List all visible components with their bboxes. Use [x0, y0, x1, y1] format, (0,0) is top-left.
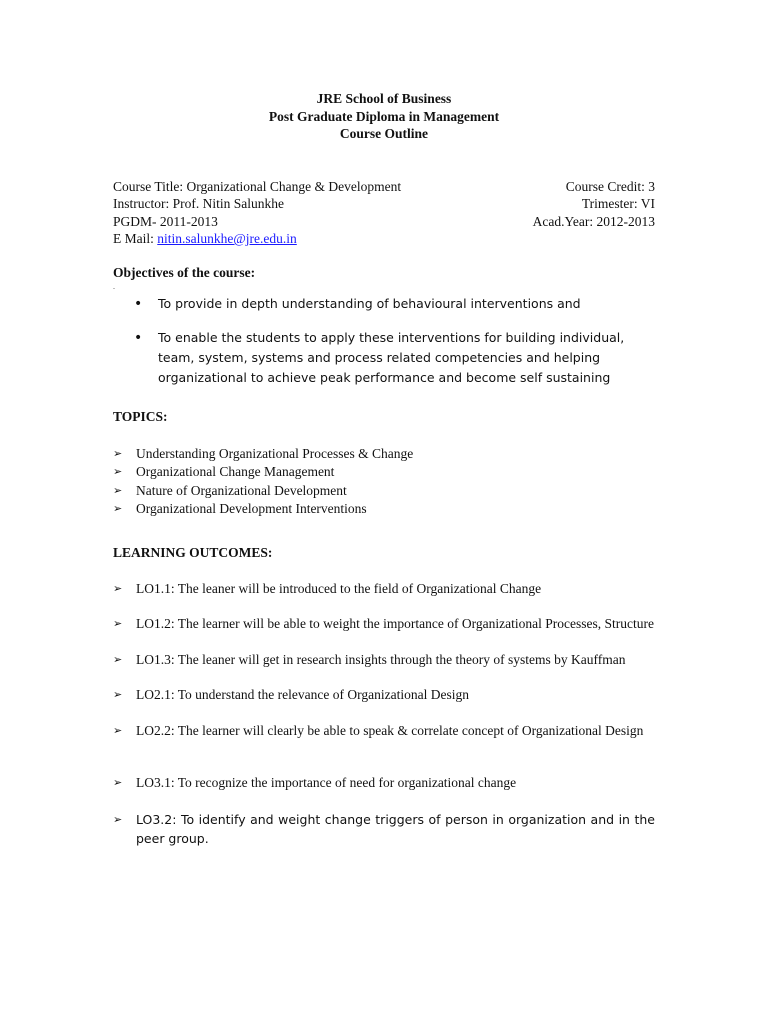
learning-outcome-text: LO1.1: The leaner will be introduced to the field of Organizational Change [136, 580, 542, 596]
learning-outcome-item [113, 615, 655, 633]
document-header [113, 90, 655, 143]
arrow-bullet-icon: ➢ [113, 812, 123, 826]
info-row-title [113, 178, 655, 196]
topic-text: Organizational Development Interventions [136, 501, 367, 516]
arrow-bullet-icon: ➢ [113, 581, 123, 595]
topic-item [113, 445, 655, 464]
learning-outcome-text: LO1.3: The leaner will get in research insights through the theory of systems by Kauffman [136, 651, 626, 667]
arrow-bullet-icon: ➢ [113, 776, 123, 789]
learning-outcome-item [113, 580, 655, 598]
learning-outcome-item [113, 651, 655, 669]
academic-year: Acad.Year: 2012-2013 [532, 213, 655, 229]
pgdm-batch: PGDM- 2011-2013 [113, 213, 218, 229]
bullet-icon: • [134, 295, 143, 312]
objectives-title: Objectives of the course: [113, 264, 256, 280]
learning-outcome-text: LO3.1: To recognize the importance of need for organizational change [136, 775, 517, 790]
learning-outcome-text: LO3.2: To identify and weight change triggers of person in organization and in the peer group. [136, 811, 655, 846]
topic-text: Organizational Change Management [136, 464, 335, 479]
objective-text: To provide in depth understanding of behavioural interventions and [158, 295, 581, 311]
topic-text: Nature of Organizational Development [136, 482, 347, 498]
learning-outcomes-title: LEARNING OUTCOMES: [113, 544, 273, 560]
info-row-email [113, 230, 655, 248]
learning-outcome-text: LO1.2: The learner will be able to weight the importance of Organizational Processes, Structure [136, 616, 654, 631]
info-row-pgdm [113, 213, 655, 231]
course-outline-page [113, 90, 655, 866]
objective-item [113, 328, 655, 388]
objective-text: To enable the students to apply these interventions for building individual, team, system, systems and process related competencies and helping organizational to achieve peak performance and become self sustaining [158, 329, 625, 385]
learning-outcomes-list [113, 580, 655, 848]
objectives-list [113, 294, 655, 388]
document-type: Course Outline [339, 126, 429, 141]
trimester: Trimester: VI [581, 196, 655, 211]
arrow-bullet-icon: ➢ [113, 502, 123, 515]
program-name: Post Graduate Diploma in Management [268, 108, 500, 124]
topic-item [113, 463, 655, 482]
arrow-bullet-icon: ➢ [113, 483, 123, 497]
arrow-bullet-icon: ➢ [113, 617, 123, 630]
learning-outcome-text: LO2.1: To understand the relevance of Organizational Design [136, 687, 469, 702]
info-row-instructor [113, 195, 655, 213]
email-line [113, 230, 297, 248]
topic-item [113, 500, 655, 519]
email-label: E Mail: [113, 231, 158, 246]
objective-item [113, 294, 655, 314]
topics-list [113, 445, 655, 519]
bullet-icon: • [134, 329, 143, 346]
email-link[interactable]: nitin.salunkhe@jre.edu.in [157, 231, 297, 246]
school-name: JRE School of Business [316, 91, 452, 106]
learning-outcome-item [113, 810, 655, 848]
course-title: Course Title: Organizational Change & Development [113, 178, 402, 194]
learning-outcome-item [113, 722, 655, 740]
arrow-bullet-icon: ➢ [113, 688, 123, 701]
topic-text: Understanding Organizational Processes & Change [136, 445, 414, 461]
arrow-bullet-icon: ➢ [113, 465, 123, 478]
topics-title: TOPICS: [113, 408, 168, 424]
instructor: Instructor: Prof. Nitin Salunkhe [113, 196, 284, 211]
arrow-bullet-icon: ➢ [113, 652, 123, 666]
course-credit: Course Credit: 3 [565, 178, 655, 194]
stray-dot: . [113, 281, 115, 291]
arrow-bullet-icon: ➢ [113, 723, 123, 737]
learning-outcome-text: LO2.2: The learner will clearly be able to speak & correlate concept of Organizational Design [136, 722, 644, 738]
arrow-bullet-icon: ➢ [113, 446, 123, 460]
learning-outcome-item [113, 774, 655, 792]
course-info [113, 178, 655, 248]
topic-item [113, 482, 655, 501]
learning-outcome-item [113, 686, 655, 704]
